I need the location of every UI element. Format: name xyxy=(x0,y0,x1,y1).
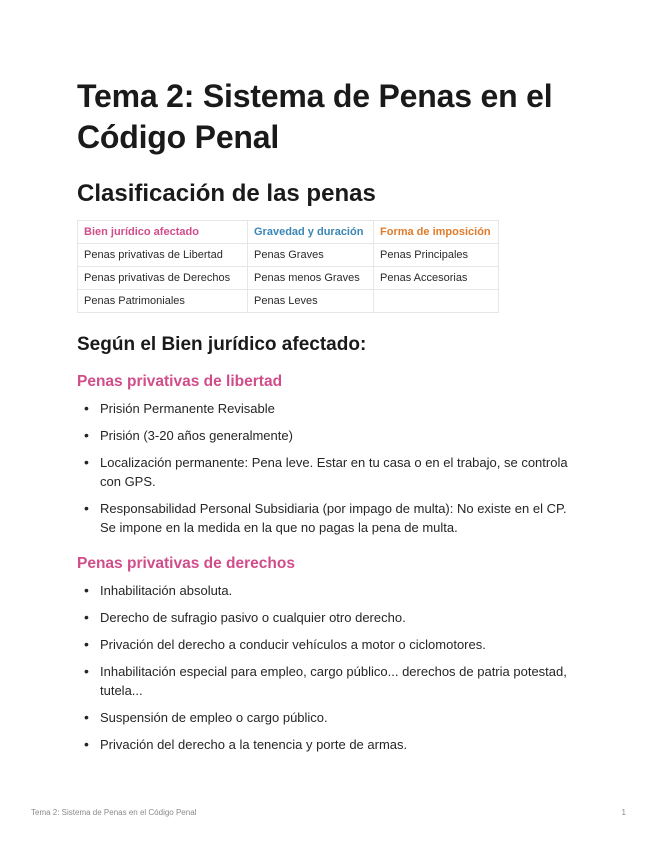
derechos-list xyxy=(84,581,569,762)
table-cell: Penas menos Graves xyxy=(248,267,374,290)
libertad-heading: Penas privativas de libertad xyxy=(77,373,283,390)
page-number: 1 xyxy=(621,808,626,817)
table-cell: Penas Accesorias xyxy=(374,267,499,290)
list-item xyxy=(84,662,569,700)
list-item-text: Privación del derecho a conducir vehículos a motor o ciclomotores. xyxy=(100,637,486,652)
list-item xyxy=(84,426,569,445)
bullet-icon: • xyxy=(84,636,89,652)
bullet-icon: • xyxy=(84,427,89,443)
subsection-heading: Según el Bien jurídico afectado: xyxy=(77,334,367,355)
bullet-icon: • xyxy=(84,609,89,625)
derechos-heading: Penas privativas de derechos xyxy=(77,555,295,572)
classification-table xyxy=(77,220,499,313)
table-cell: Penas Patrimoniales xyxy=(78,290,248,313)
bullet-icon: • xyxy=(84,454,89,470)
list-item xyxy=(84,399,569,418)
list-item xyxy=(84,499,569,537)
list-item-text: Prisión Permanente Revisable xyxy=(100,401,275,416)
table-row xyxy=(78,290,499,313)
list-item-text: Privación del derecho a la tenencia y porte de armas. xyxy=(100,737,408,752)
table-cell: Penas Leves xyxy=(248,290,374,313)
bullet-icon: • xyxy=(84,709,89,725)
table-row xyxy=(78,267,499,290)
table-row xyxy=(78,244,499,267)
list-item-text: Prisión (3-20 años generalmente) xyxy=(100,428,293,443)
list-item-text: Suspensión de empleo o cargo público. xyxy=(100,710,328,725)
table-cell: Penas privativas de Derechos xyxy=(78,267,248,290)
header-forma: Forma de imposición xyxy=(374,221,499,244)
list-item xyxy=(84,735,569,754)
bullet-icon: • xyxy=(84,500,89,516)
list-item xyxy=(84,635,569,654)
bullet-icon: • xyxy=(84,582,89,598)
table-cell: Penas privativas de Libertad xyxy=(78,244,248,267)
list-item-text: Responsabilidad Personal Subsidiaria (por impago de multa): No existe en el CP. Se impone en la medida en la que no pagas la pena de multa. xyxy=(100,501,567,535)
table-header-row xyxy=(78,221,499,244)
list-item xyxy=(84,581,569,600)
bullet-icon: • xyxy=(84,663,89,679)
table-cell: Penas Graves xyxy=(248,244,374,267)
header-gravedad: Gravedad y duración xyxy=(248,221,374,244)
page-title: Tema 2: Sistema de Penas en el Código Penal xyxy=(77,78,553,155)
list-item-text: Derecho de sufragio pasivo o cualquier otro derecho. xyxy=(100,610,406,625)
list-item-text: Inhabilitación especial para empleo, cargo público... derechos de patria potestad, tutela... xyxy=(100,664,567,698)
table-cell xyxy=(374,290,499,313)
section-heading: Clasificación de las penas xyxy=(77,180,376,207)
list-item-text: Localización permanente: Pena leve. Estar en tu casa o en el trabajo, se controla con GPS. xyxy=(100,455,568,489)
list-item xyxy=(84,708,569,727)
list-item xyxy=(84,608,569,627)
libertad-list xyxy=(84,399,569,545)
bullet-icon: • xyxy=(84,400,89,416)
list-item xyxy=(84,453,569,491)
bullet-icon: • xyxy=(84,736,89,752)
header-bien-juridico: Bien jurídico afectado xyxy=(78,221,248,244)
table-cell: Penas Principales xyxy=(374,244,499,267)
list-item-text: Inhabilitación absoluta. xyxy=(100,583,233,598)
footer-title: Tema 2: Sistema de Penas en el Código Penal xyxy=(31,808,197,817)
